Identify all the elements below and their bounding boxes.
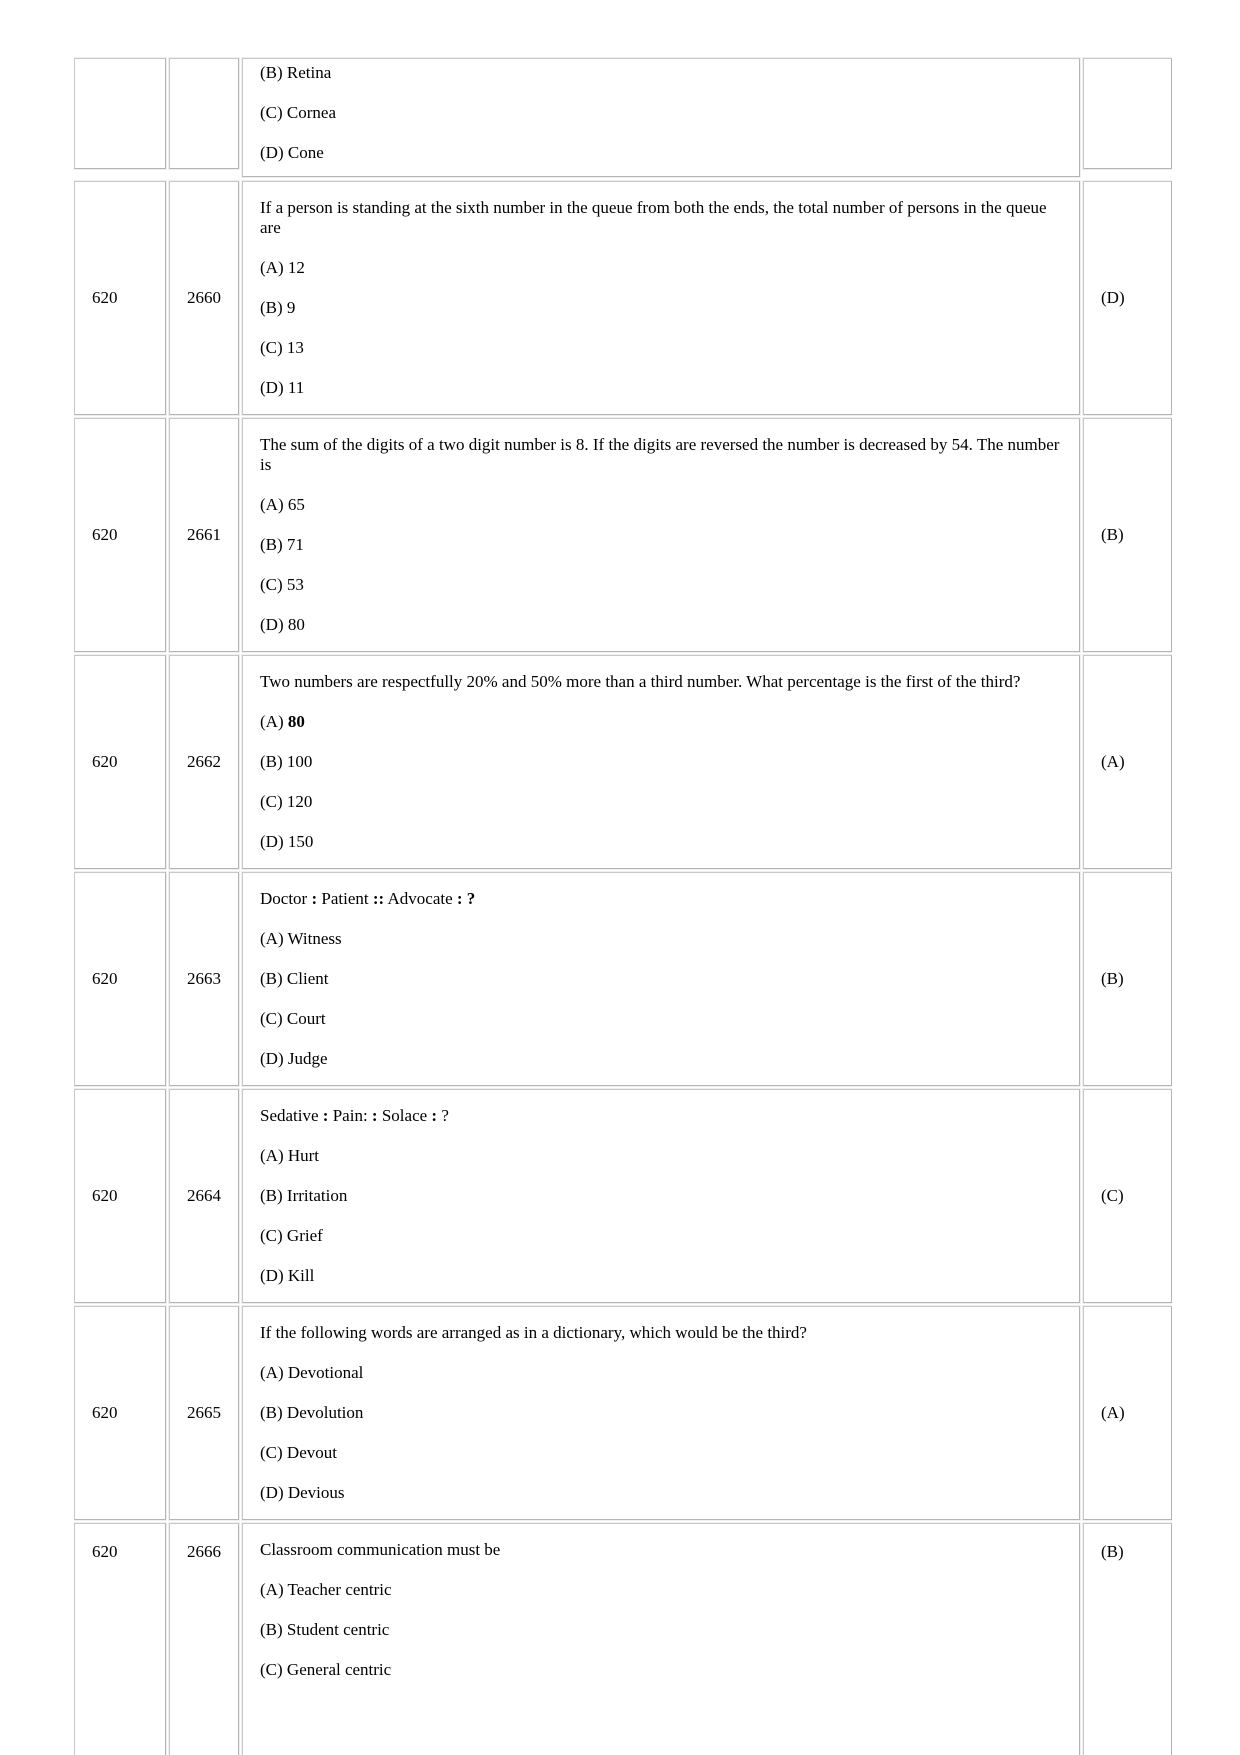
qno-cell (169, 418, 239, 652)
option-c: (C) 13 (260, 338, 304, 357)
answer-cell (1083, 181, 1172, 415)
analogy-sign: : (371, 1106, 378, 1125)
option-c: (C) Cornea (260, 103, 337, 122)
option-d: (D) 11 (260, 378, 305, 397)
exam-number: 620 (92, 1186, 118, 1205)
term-2: Patient (317, 889, 373, 908)
answer-key: (A) (1101, 1403, 1125, 1422)
option-c: (C) Devout (260, 1443, 337, 1462)
question-text: If the following words are arranged as in a dictionary, which would be the third? (260, 1323, 807, 1342)
exam-cell (74, 655, 166, 869)
option-a: (A) 12 (260, 258, 305, 277)
exam-cell (74, 181, 166, 415)
question-number: 2661 (187, 525, 221, 544)
answer-key: (D) (1101, 288, 1125, 307)
question-text: Classroom communication must be (260, 1540, 501, 1559)
term-3: Advocate (384, 889, 457, 908)
option-c: (C) 53 (260, 575, 304, 594)
option-d: (D) Kill (260, 1266, 315, 1285)
question-table (74, 0, 1172, 1755)
option-b: (B) Devolution (260, 1403, 364, 1422)
question-text (260, 1106, 1062, 1126)
question-text: If a person is standing at the sixth number in the queue from both the ends, the total number of persons in the queue are (260, 198, 1047, 237)
question-number: 2662 (187, 752, 221, 771)
option-a-value: 80 (287, 712, 305, 731)
question-text (260, 889, 1062, 909)
option-b: (B) 9 (260, 298, 296, 317)
exam-cell (74, 58, 166, 169)
answer-cell (1083, 872, 1172, 1086)
option-d: (D) 80 (260, 615, 305, 634)
exam-cell (74, 1089, 166, 1303)
qno-cell (169, 1306, 239, 1520)
term-2: Pain: (328, 1106, 372, 1125)
question-number: 2663 (187, 969, 221, 988)
answer-key: (B) (1101, 1542, 1124, 1561)
question-cell (242, 58, 1080, 177)
option-a: (A) 65 (260, 495, 305, 514)
option-b: (B) 100 (260, 752, 313, 771)
answer-cell (1083, 1523, 1172, 1755)
question-cell (242, 1523, 1080, 1755)
qno-cell (169, 181, 239, 415)
option-a-label: (A) (260, 712, 288, 731)
option-d: (D) Devious (260, 1483, 345, 1502)
question-text: Two numbers are respectfully 20% and 50% more than a third number. What percentage is the first of the third? (260, 672, 1021, 691)
exam-cell (74, 418, 166, 652)
ratio-sign-2: : (431, 1106, 438, 1125)
unknown: ? (437, 1106, 449, 1125)
question-cell (242, 1089, 1080, 1303)
option-c: (C) General centric (260, 1660, 392, 1679)
question-number: 2664 (187, 1186, 221, 1205)
exam-cell (74, 872, 166, 1086)
option-d: (D) 150 (260, 832, 314, 851)
qno-cell (169, 1089, 239, 1303)
qno-cell (169, 872, 239, 1086)
answer-cell (1083, 1089, 1172, 1303)
option-a: (A) Witness (260, 929, 342, 948)
term-1: Doctor (260, 889, 312, 908)
question-cell (242, 655, 1080, 869)
analogy-sign: :: (372, 889, 385, 908)
ratio-sign: : (322, 1106, 329, 1125)
answer-cell (1083, 1306, 1172, 1520)
answer-key: (B) (1101, 969, 1124, 988)
qno-cell (169, 1523, 239, 1755)
answer-key: (C) (1101, 1186, 1124, 1205)
term-3: Solace (377, 1106, 432, 1125)
exam-number: 620 (92, 525, 118, 544)
qno-cell (169, 58, 239, 169)
question-cell (242, 418, 1080, 652)
exam-number: 620 (92, 969, 118, 988)
option-a: (A) Devotional (260, 1363, 364, 1382)
question-number: 2666 (187, 1542, 221, 1561)
question-cell (242, 872, 1080, 1086)
exam-number: 620 (92, 752, 118, 771)
ratio-sign-2: : ? (456, 889, 476, 908)
answer-key: (B) (1101, 525, 1124, 544)
question-cell (242, 181, 1080, 415)
exam-cell (74, 1306, 166, 1520)
option-b: (B) Client (260, 969, 329, 988)
exam-number: 620 (92, 1403, 118, 1422)
question-number: 2665 (187, 1403, 221, 1422)
option-c: (C) 120 (260, 792, 313, 811)
option-d: (D) Cone (260, 143, 324, 162)
answer-cell (1083, 58, 1172, 169)
answer-cell (1083, 655, 1172, 869)
question-cell (242, 1306, 1080, 1520)
option-c: (C) Grief (260, 1226, 323, 1245)
option-b: (B) Student centric (260, 1620, 390, 1639)
question-number: 2660 (187, 288, 221, 307)
option-b: (B) Retina (260, 63, 332, 82)
option-a: (A) Teacher centric (260, 1580, 392, 1599)
option-b: (B) Irritation (260, 1186, 348, 1205)
option-d: (D) Judge (260, 1049, 328, 1068)
question-text: The sum of the digits of a two digit number is 8. If the digits are reversed the number is decreased by 54. The number is (260, 435, 1060, 474)
ratio-sign: : (311, 889, 318, 908)
qno-cell (169, 655, 239, 869)
option-c: (C) Court (260, 1009, 326, 1028)
exam-number: 620 (92, 1542, 118, 1561)
answer-cell (1083, 418, 1172, 652)
exam-number: 620 (92, 288, 118, 307)
option-a: (A) Hurt (260, 1146, 320, 1165)
option-a (260, 712, 1062, 732)
term-1: Sedative (260, 1106, 323, 1125)
option-b: (B) 71 (260, 535, 304, 554)
answer-key: (A) (1101, 752, 1125, 771)
exam-cell (74, 1523, 166, 1755)
